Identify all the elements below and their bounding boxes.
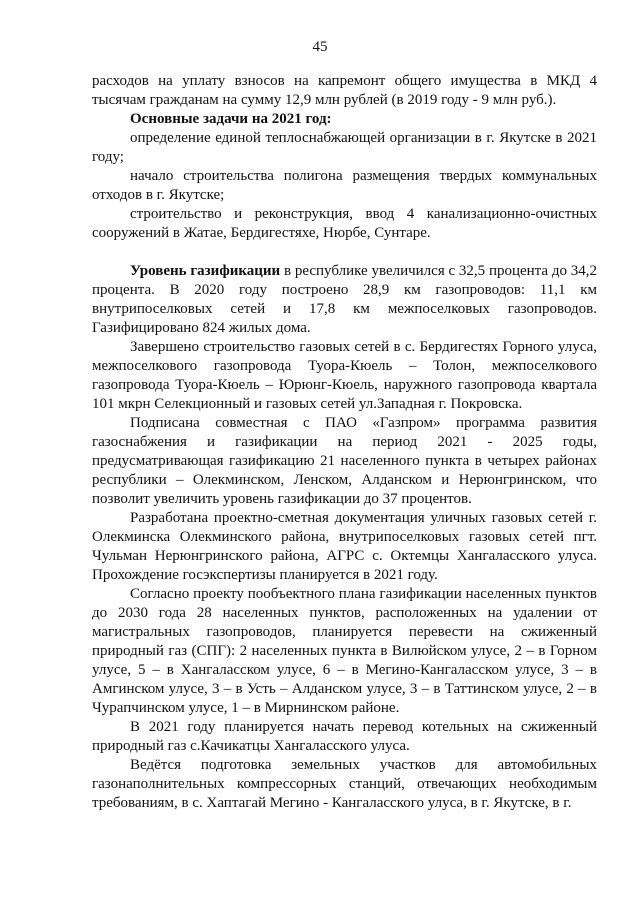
paragraph-lng-plan: Согласно проекту пообъектного плана газификации населенных пунктов до 2030 года 28 населенных пунктов, расположенных на удалении от магистральных газопроводов, планируется перевести на сжиженный природный газ (СПГ): 2 населенных пункта в Вилюйском улусе, 2 – в Горном улусе, 5 – в Хангаласском улусе, 6 – в Мегино-Кангаласском улусе, 3 – в Амгинском улусе, 3 – в Усть – Алданском улусе, 3 – в Таттинском улусе, 2 – в Чурапчинском улусе, 1 – в Мирнинском районе. <box>92 586 597 716</box>
paragraph-boiler-conversion: В 2021 году планируется начать перевод котельных на сжиженный природный газ с.Качикатцы Хангаласского улуса. <box>92 719 597 754</box>
tasks-2021-heading-text: Основные задачи на 2021 год: <box>130 111 332 127</box>
document-body <box>92 72 597 813</box>
paragraph-capital-repair: расходов на уплату взносов на капремонт общего имущества в МКД 4 тысячам гражданам на сумму 12,9 млн рублей (в 2019 году - 9 млн руб.). <box>92 73 597 108</box>
section-gap <box>92 243 597 262</box>
task-landfill: начало строительства полигона размещения твердых коммунальных отходов в г. Якутске; <box>92 168 597 203</box>
gasification-level-text: в республике увеличился с 32,5 процента до 34,2 процента. В 2020 году построено 28,9 км газопроводов: 11,1 км внутрипоселковых сетей и 17,8 км межпоселковых газопроводов. Газифицировано 824 жилых дома. <box>92 263 597 336</box>
gasification-level-heading: Уровень газификации <box>130 263 281 279</box>
paragraph-gasification-level <box>92 262 597 338</box>
tasks-2021-heading <box>92 110 597 129</box>
page-number: 45 <box>312 39 328 55</box>
task-treatment-facilities: строительство и реконструкция, ввод 4 канализационно-очистных сооружений в Жатае, Бердигестяхе, Нюрбе, Сунтаре. <box>92 206 597 241</box>
task-heat-supply: определение единой теплоснабжающей организации в г. Якутске в 2021 году; <box>92 130 597 165</box>
paragraph-gazprom-program: Подписана совместная с ПАО «Газпром» программа развития газоснабжения и газификации на период 2021 - 2025 годы, предусматривающая газификацию 21 населенного пункта в четырех районах республики – Олекминском, Ленском, Алданском и Нерюнгринском, что позволит увеличить уровень газификации до 37 процентов. <box>92 415 597 507</box>
paragraph-design-documentation: Разработана проектно-сметная документация уличных газовых сетей г. Олекминска Олекминского района, внутрипоселковых газовых сетей пгт. Чульман Нерюнгринского района, АГРС с. Октемцы Хангаласского улуса. Прохождение госэкспертизы планируется в 2021 году. <box>92 510 597 583</box>
paragraph-gas-stations: Ведётся подготовка земельных участков для автомобильных газонаполнительных компрессорных станций, отвечающих необходимым требованиям, в с. Хаптагай Мегино - Кангаласского улуса, в г. Якутске, в г. <box>92 757 597 811</box>
paragraph-gas-networks-completed: Завершено строительство газовых сетей в с. Бердигестях Горного улуса, межпоселкового газопровода Туора-Кюель – Толон, межпоселкового газопровода Туора-Кюель – Юрюнг-Кюель, наружного газопровода квартала 101 мкрн Селекционный и газовых сетей ул.Западная г. Покровска. <box>92 339 597 412</box>
